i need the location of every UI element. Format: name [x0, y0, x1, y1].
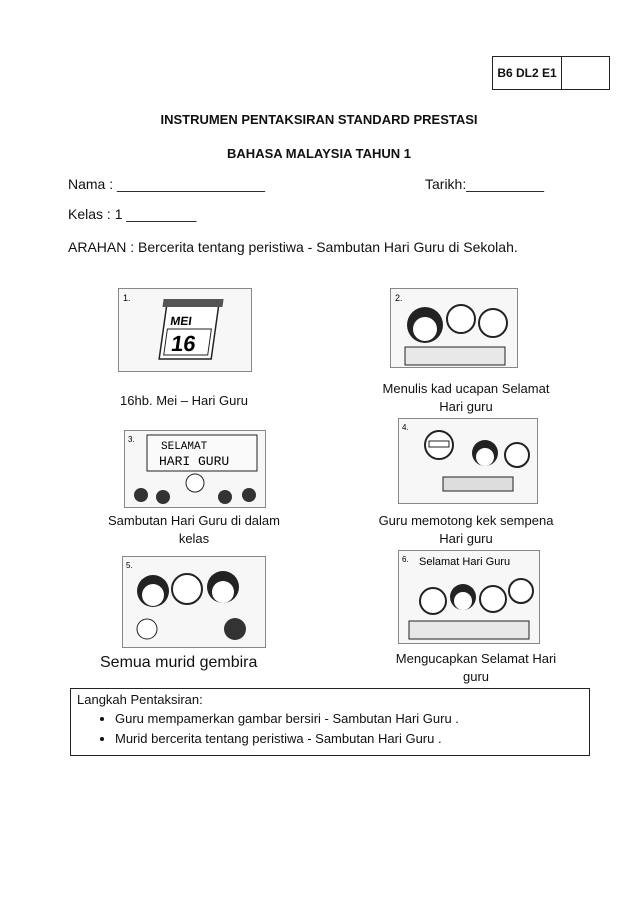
- langkah-item: • Guru mempamerkan gambar bersiri - Sambutan Hari Guru .: [115, 709, 583, 729]
- title-2: BAHASA MALAYSIA TAHUN 1: [227, 146, 411, 161]
- caption-4: Guru memotong kek sempena Hari guru: [378, 513, 554, 546]
- calendar-month: MEI: [169, 314, 193, 328]
- board-text-bottom: HARI GURU: [159, 454, 230, 469]
- picture-number: 3.: [128, 435, 135, 444]
- picture-number: 6.: [402, 555, 409, 564]
- picture-4: [398, 418, 538, 504]
- picture-number: 5.: [126, 561, 133, 570]
- banner-text: Selamat Hari Guru: [419, 556, 511, 568]
- langkah-pentaksiran-box: [70, 688, 590, 756]
- langkah-heading: Langkah Pentaksiran:: [77, 692, 203, 707]
- teacher-cutting-cake-illustration: [399, 419, 537, 503]
- picture-number: 2.: [395, 293, 403, 303]
- caption-1: 16hb. Mei – Hari Guru: [120, 393, 248, 408]
- caption-3: Sambutan Hari Guru di dalam kelas: [108, 513, 280, 546]
- nama-field: Nama : ___________________: [68, 176, 265, 192]
- kelas-field: Kelas : 1 _________: [68, 206, 197, 222]
- code-box: [492, 56, 610, 90]
- board-text-top: SELAMAT: [161, 441, 208, 453]
- title-1: INSTRUMEN PENTAKSIRAN STANDARD PRESTASI: [160, 112, 478, 127]
- calendar-illustration: [119, 289, 251, 371]
- langkah-list: [77, 709, 583, 749]
- code-label: B6 DL2 E1: [493, 57, 562, 89]
- arahan-text: ARAHAN : Bercerita tentang peristiwa - Sambutan Hari Guru di Sekolah.: [68, 239, 518, 255]
- children-writing-card-illustration: [391, 289, 517, 367]
- classroom-celebration-illustration: [125, 431, 265, 507]
- tarikh-field: Tarikh:__________: [425, 176, 545, 192]
- picture-5: [122, 556, 266, 648]
- code-empty-cell: [562, 57, 609, 89]
- greeting-teacher-illustration: [399, 551, 539, 643]
- picture-3: [124, 430, 266, 508]
- caption-6: Mengucapkan Selamat Hari guru: [395, 651, 557, 684]
- caption-5: Semua murid gembira: [100, 654, 258, 671]
- picture-1: [118, 288, 252, 372]
- picture-2: [390, 288, 518, 368]
- happy-students-illustration: [123, 557, 265, 647]
- langkah-item: • Murid bercerita tentang peristiwa - Sambutan Hari Guru .: [115, 729, 583, 749]
- caption-2: Menulis kad ucapan Selamat Hari guru: [382, 381, 550, 414]
- calendar-day: 16: [169, 331, 198, 356]
- picture-6: [398, 550, 540, 644]
- picture-number: 4.: [402, 423, 409, 432]
- picture-number: 1.: [123, 293, 131, 303]
